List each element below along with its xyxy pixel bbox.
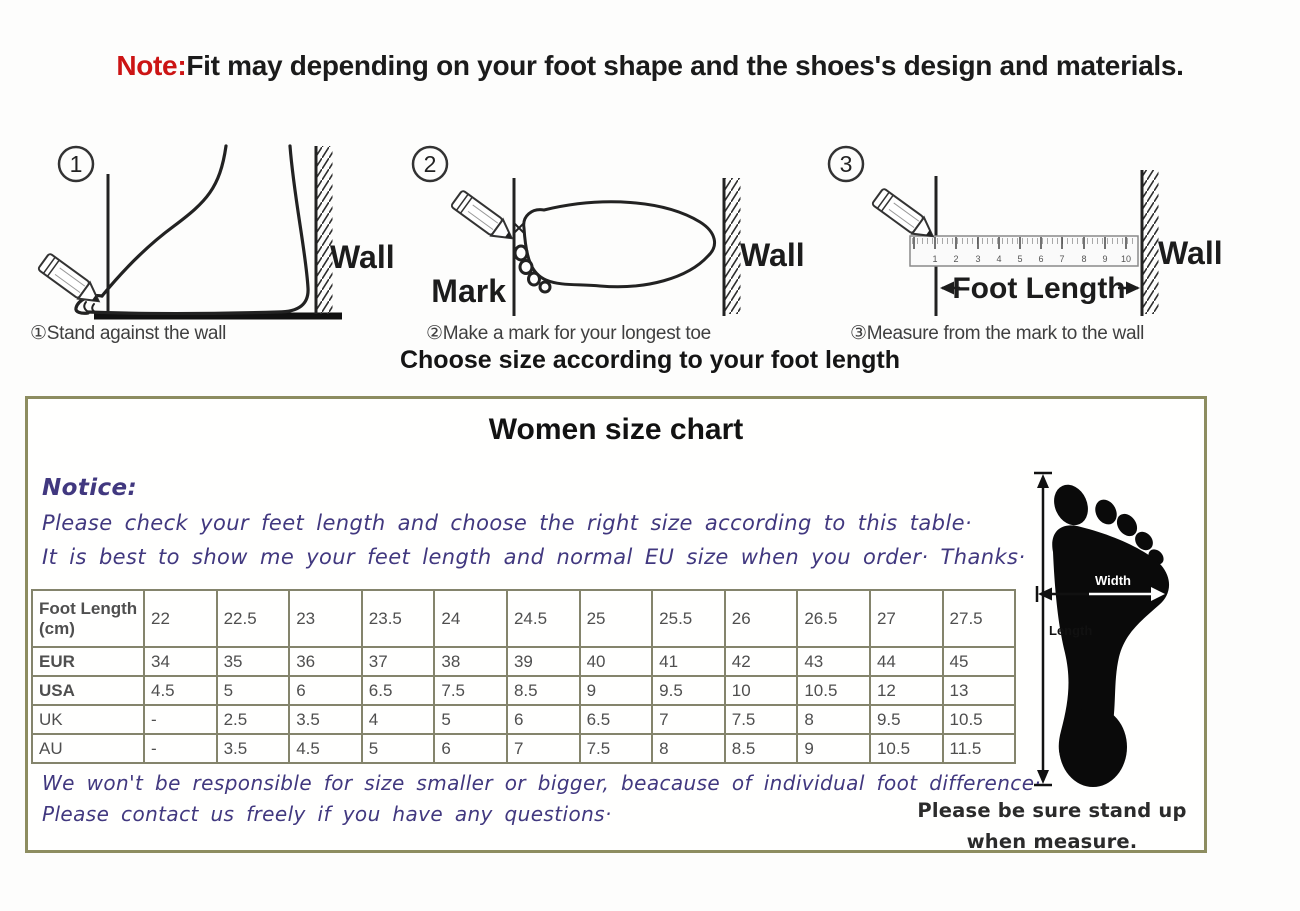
length-label: Length	[1049, 623, 1093, 638]
size-cell: 4	[362, 705, 435, 734]
size-cell: 7	[652, 705, 725, 734]
size-cell: 37	[362, 647, 435, 676]
table-row	[32, 590, 1015, 647]
table-row	[32, 734, 1015, 763]
foot-side-view	[76, 146, 308, 314]
size-cell: 45	[943, 647, 1016, 676]
size-cell: 6	[434, 734, 507, 763]
size-cell: 22.5	[217, 590, 290, 647]
note-prefix: Note:	[116, 50, 187, 81]
size-cell: 22	[144, 590, 217, 647]
size-cell: 10	[725, 676, 798, 705]
size-cell: 35	[217, 647, 290, 676]
size-cell: 5	[434, 705, 507, 734]
size-cell: 36	[289, 647, 362, 676]
pencil-icon	[451, 190, 518, 246]
size-cell: 27.5	[943, 590, 1016, 647]
size-cell: 24	[434, 590, 507, 647]
notice-line: Please check your feet length and choose the right size according to this table·	[42, 511, 972, 535]
svg-text:6: 6	[1038, 254, 1044, 264]
size-cell: -	[144, 705, 217, 734]
size-cell: 38	[434, 647, 507, 676]
table-row	[32, 647, 1015, 676]
size-cell: 6.5	[362, 676, 435, 705]
size-cell: 7.5	[434, 676, 507, 705]
size-cell: 23	[289, 590, 362, 647]
size-cell: 4.5	[289, 734, 362, 763]
size-cell: 26.5	[797, 590, 870, 647]
row-label: AU	[32, 734, 144, 763]
step2-number-badge	[413, 147, 447, 181]
size-cell: 39	[507, 647, 580, 676]
step2-diagram	[402, 136, 812, 328]
svg-text:3: 3	[975, 254, 981, 264]
size-cell: 10.5	[943, 705, 1016, 734]
size-cell: 7.5	[725, 705, 798, 734]
mark-label: Mark	[431, 273, 506, 309]
size-cell: 34	[144, 647, 217, 676]
step2-caption: ②Make a mark for your longest toe	[426, 323, 711, 344]
pencil-icon	[872, 188, 939, 244]
step3-number-badge	[829, 147, 863, 181]
size-cell: 10.5	[870, 734, 943, 763]
size-cell: 6.5	[580, 705, 653, 734]
note-line	[0, 50, 1300, 82]
size-cell: 9.5	[652, 676, 725, 705]
foot-top-view	[514, 202, 715, 292]
notice-line: It is best to show me your feet length and normal EU size when you order· Thanks·	[42, 545, 1026, 569]
size-cell: 7.5	[580, 734, 653, 763]
wall-hatching	[1142, 170, 1159, 316]
size-cell: 5	[217, 676, 290, 705]
ruler	[910, 236, 1138, 266]
size-cell: 6	[507, 705, 580, 734]
size-cell: 6	[289, 676, 362, 705]
size-cell: 43	[797, 647, 870, 676]
svg-text:2: 2	[953, 254, 959, 264]
size-cell: 12	[870, 676, 943, 705]
table-row	[32, 676, 1015, 705]
size-cell: 3.5	[217, 734, 290, 763]
disclaimer-line: We won't be responsible for size smaller or bigger, beacause of individual foot difference·	[42, 771, 1042, 795]
size-cell: 44	[870, 647, 943, 676]
size-cell: 11.5	[943, 734, 1016, 763]
measure-note: Please be sure stand up when measure.	[917, 799, 1187, 854]
size-cell: 25.5	[652, 590, 725, 647]
size-cell: 4.5	[144, 676, 217, 705]
size-cell: 40	[580, 647, 653, 676]
row-label: EUR	[32, 647, 144, 676]
svg-text:1: 1	[932, 254, 938, 264]
step1-caption: ①Stand against the wall	[30, 323, 227, 344]
size-chart-title: Women size chart	[488, 413, 744, 446]
size-cell: 41	[652, 647, 725, 676]
size-table	[31, 589, 1016, 764]
foot-length-label: Foot Length	[952, 272, 1126, 305]
svg-text:1: 1	[69, 151, 83, 177]
svg-text:10: 10	[1120, 254, 1132, 264]
row-label: Foot Length (cm)	[32, 590, 144, 647]
disclaimer-line: Please contact us freely if you have any questions·	[42, 802, 612, 826]
size-cell: 9	[797, 734, 870, 763]
size-cell: 8	[652, 734, 725, 763]
size-cell: 23.5	[362, 590, 435, 647]
size-cell: 24.5	[507, 590, 580, 647]
size-cell: 25	[580, 590, 653, 647]
width-label: Width	[1095, 573, 1131, 588]
size-cell: 3.5	[289, 705, 362, 734]
step1-number-badge	[59, 147, 93, 181]
table-row	[32, 705, 1015, 734]
wall-label: Wall	[740, 237, 805, 273]
svg-text:3: 3	[839, 151, 853, 177]
size-cell: 13	[943, 676, 1016, 705]
size-cell: 10.5	[797, 676, 870, 705]
step1-diagram	[28, 136, 400, 328]
size-cell: 9.5	[870, 705, 943, 734]
size-cell: 7	[507, 734, 580, 763]
size-cell: 26	[725, 590, 798, 647]
size-cell: 27	[870, 590, 943, 647]
size-cell: 8.5	[507, 676, 580, 705]
size-cell: 2.5	[217, 705, 290, 734]
wall-hatching	[316, 146, 333, 314]
note-text: Fit may depending on your foot shape and the shoes's design and materials.	[186, 50, 1184, 81]
row-label: USA	[32, 676, 144, 705]
svg-text:7: 7	[1059, 254, 1065, 264]
svg-text:4: 4	[996, 254, 1002, 264]
size-cell: -	[144, 734, 217, 763]
wall-hatching	[724, 178, 741, 316]
size-chart-box	[25, 396, 1207, 853]
notice-title: Notice:	[42, 475, 138, 501]
step3-diagram	[818, 136, 1258, 328]
svg-text:9: 9	[1102, 254, 1108, 264]
wall-label: Wall	[1158, 235, 1223, 271]
size-cell: 9	[580, 676, 653, 705]
footprint-diagram	[1013, 457, 1213, 807]
svg-text:5: 5	[1017, 254, 1023, 264]
pencil-icon	[38, 253, 105, 309]
step3-caption: ③Measure from the mark to the wall	[850, 323, 1145, 344]
row-label: UK	[32, 705, 144, 734]
size-cell: 8.5	[725, 734, 798, 763]
svg-text:8: 8	[1081, 254, 1087, 264]
size-cell: 5	[362, 734, 435, 763]
choose-size-heading: Choose size according to your foot length	[399, 346, 901, 374]
size-cell: 8	[797, 705, 870, 734]
size-cell: 42	[725, 647, 798, 676]
wall-label: Wall	[330, 239, 395, 275]
svg-text:2: 2	[423, 151, 437, 177]
